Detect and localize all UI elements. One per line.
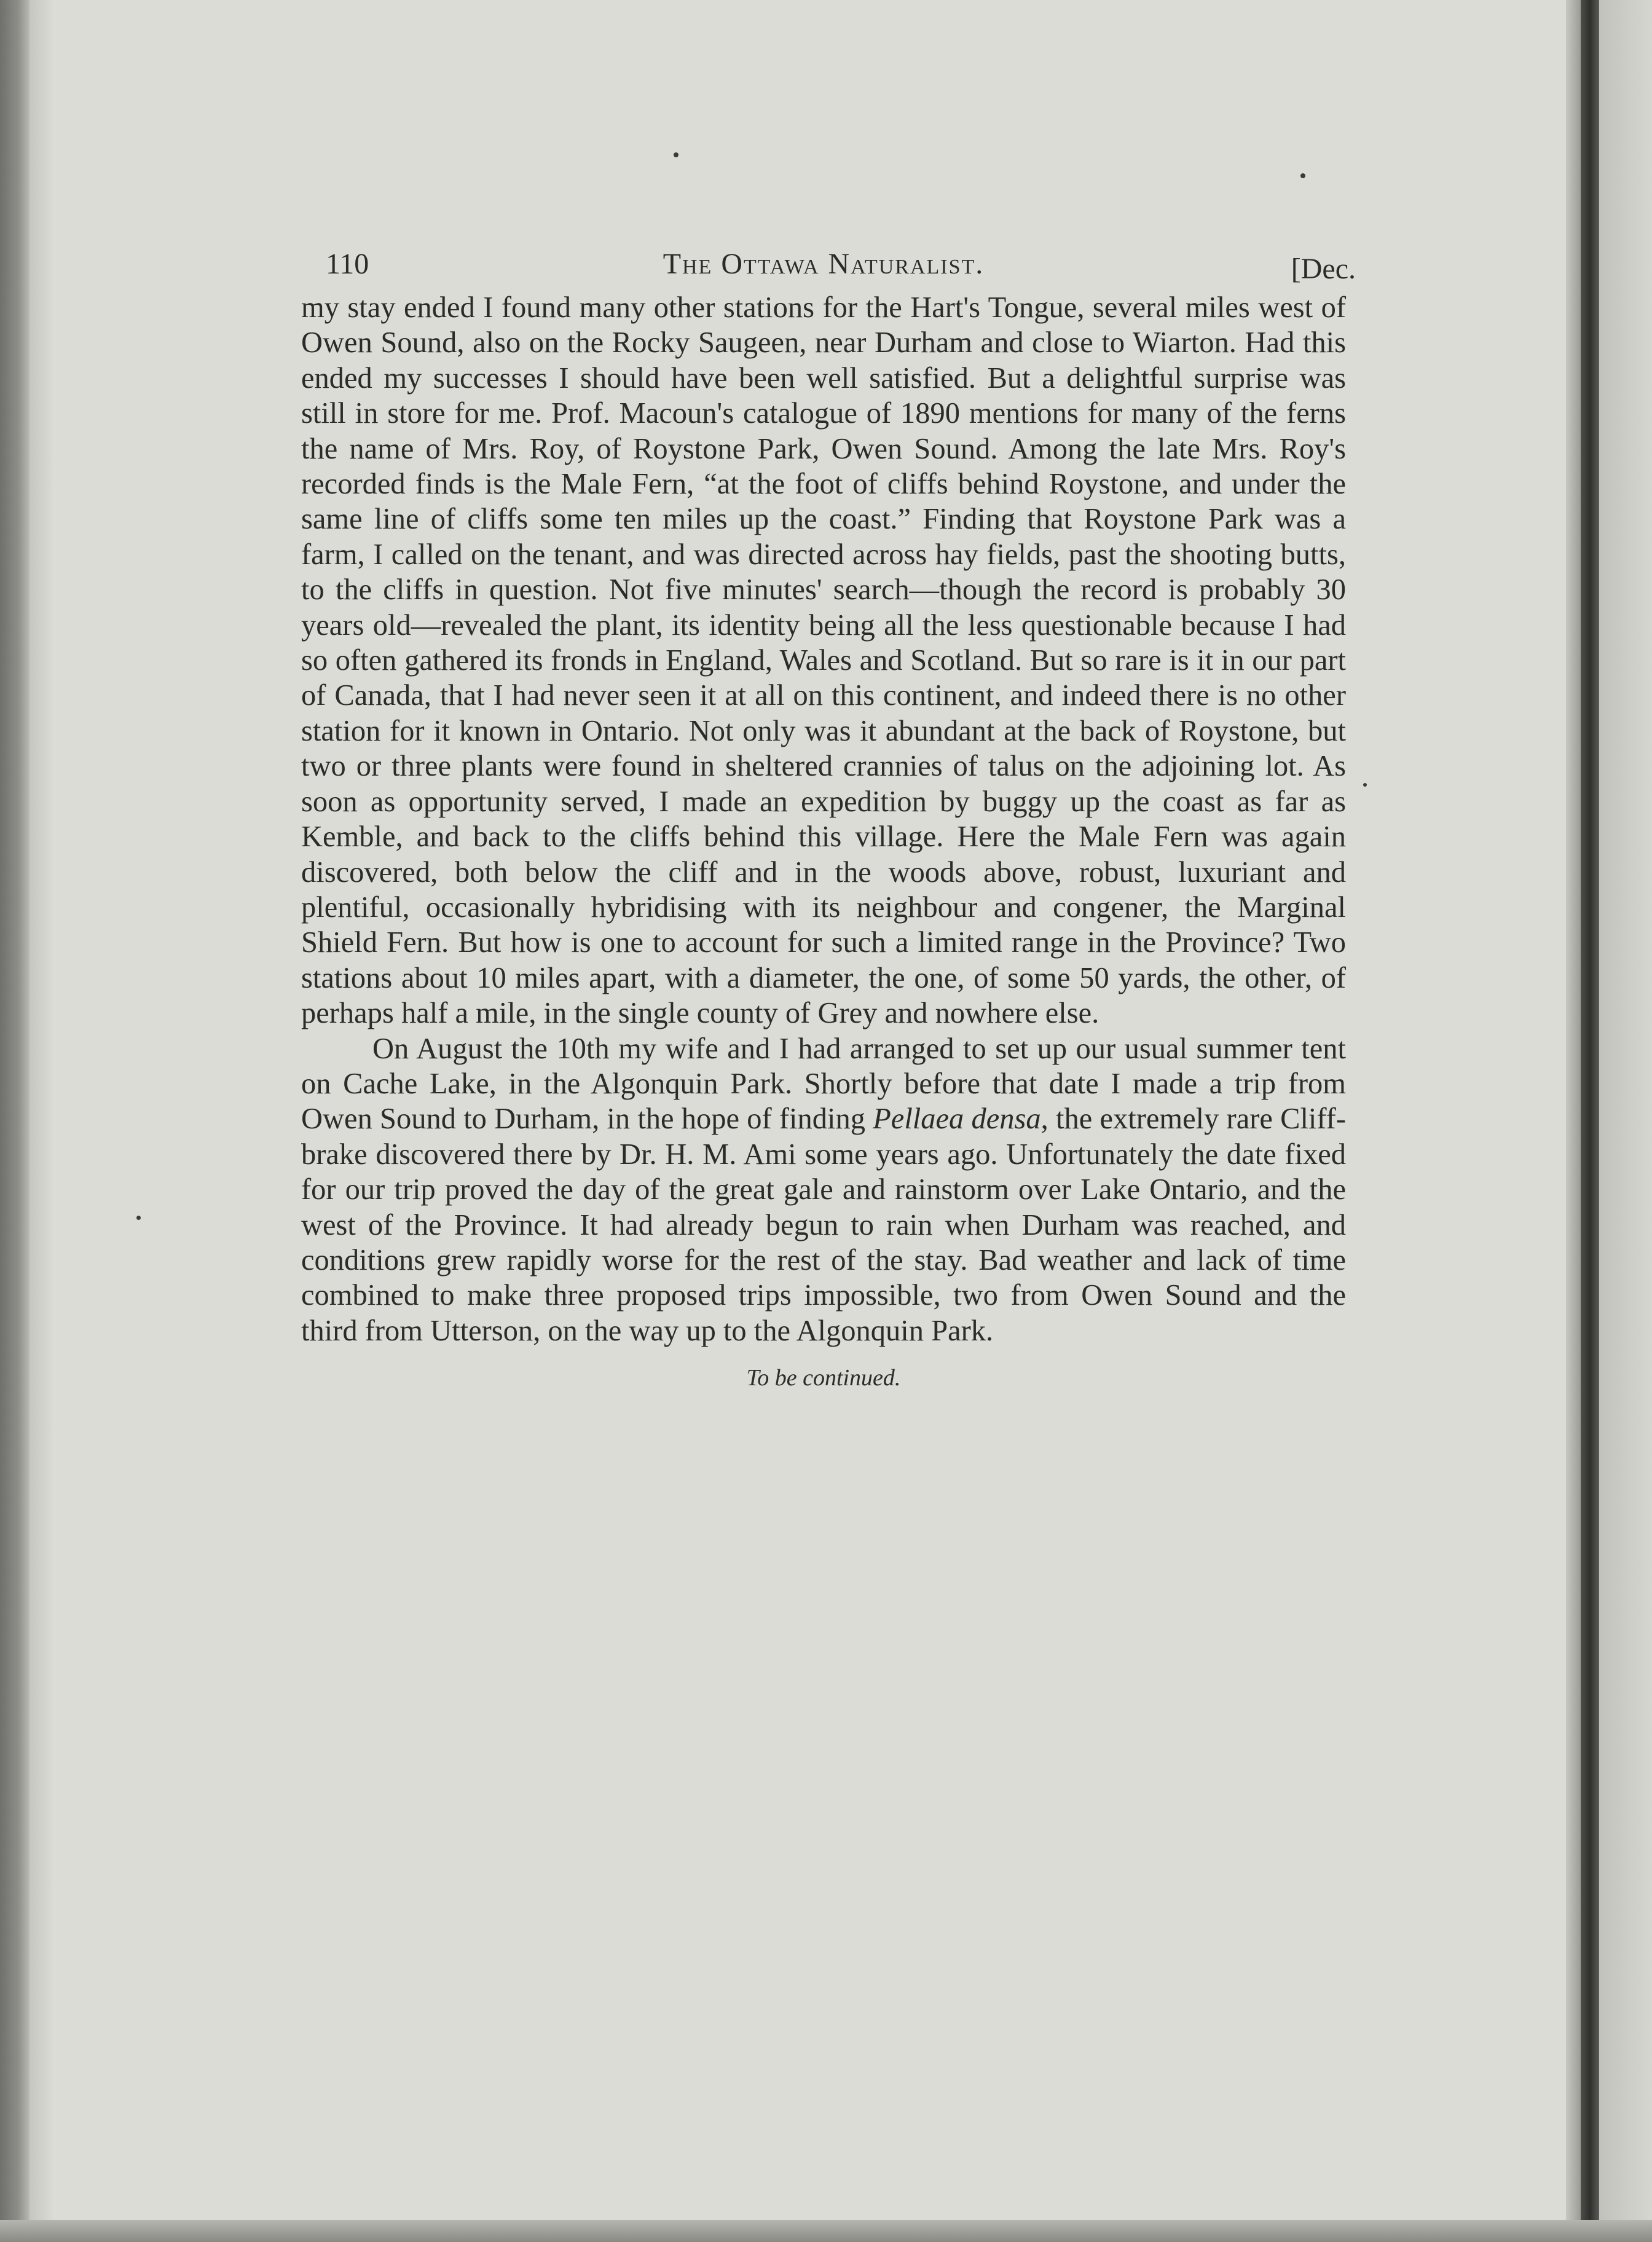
running-head <box>301 238 1356 290</box>
article-body <box>301 290 1346 1348</box>
continued-note: To be continued. <box>746 1365 901 1391</box>
paragraph <box>301 1031 1346 1349</box>
text-page <box>301 238 1356 1391</box>
journal-title: The Ottawa Naturalist. <box>663 248 985 280</box>
paragraph-text: On August the 10th my wife and I had arranged to set up our usual summer tent on Cache Lake, in the Algonquin Park. Shortly before that date I made a trip from Owen Sound to Durham, in the hope of finding <box>301 1032 1346 1136</box>
dust-speck <box>136 1216 141 1220</box>
page-number: 110 <box>326 248 369 280</box>
dust-speck <box>1300 173 1305 178</box>
left-binding-edge <box>0 0 30 2242</box>
right-gutter <box>1581 0 1599 2242</box>
right-margin <box>1599 0 1652 2242</box>
dust-speck <box>674 152 678 157</box>
paragraph: my stay ended I found many other stations for the Hart's Tongue, several miles west of Owen Sound, also on the Rocky Saugeen, near Durham and close to Wiarton. Had this ended my successes I should have been well satisfied. But a delightful surprise was still in store for me. Prof. Macoun's catalogue of 1890 mentions for many of the ferns the name of Mrs. Roy, of Roystone Park, Owen Sound. Among the late Mrs. Roy's recorded finds is the Male Fern, “at the foot of cliffs behind Roystone, and under the same line of cliffs some ten miles up the coast.” Finding that Roystone Park was a farm, I called on the tenant, and was directed across hay fields, past the shooting butts, to the cliffs in question. Not five minutes' search—though the record is probably 30 years old—revealed the plant, its identity being all the less questionable because I had so often gathered its fronds in England, Wales and Scotland. But so rare is it in our part of Canada, that I had never seen it at all on this continent, and indeed there is no other station for it known in Ontario. Not only was it abundant at the back of Roystone, but two or three plants were found in sheltered crannies of talus on the adjoining lot. As soon as opportunity served, I made an expedition by buggy up the coast as far as Kemble, and back to the cliffs behind this village. Here the Male Fern was again discovered, both below the cliff and in the woods above, robust, luxuriant and plentiful, occasionally hybridising with its neighbour and congener, the Marginal Shield Fern. But how is one to account for such a limited range in the Province? Two stations about 10 miles apart, with a diameter, the one, of some 50 yards, the other, of perhaps half a mile, in the single county of Grey and nowhere else. <box>301 291 1346 1030</box>
right-page-edge <box>1566 0 1581 2242</box>
dust-speck <box>1363 783 1367 787</box>
species-name: Pellaea densa <box>873 1103 1041 1136</box>
left-page-shadow <box>30 0 54 2242</box>
bottom-page-edge <box>0 2220 1652 2242</box>
paragraph-text: , the extremely rare Cliff-brake discovered there by Dr. H. M. Ami some years ago. Unfortunately the date fixed for our trip proved the day of the great gale and rainstorm over Lake Ontario, and the west of the Province. It had already begun to rain when Durham was reached, and conditions grew rapidly worse for the rest of the stay. Bad weather and lack of time combined to make three proposed trips impossible, two from Owen Sound and the third from Utterson, on the way up to the Algonquin Park. <box>301 1103 1346 1347</box>
issue-month: [Dec. <box>1291 253 1356 285</box>
